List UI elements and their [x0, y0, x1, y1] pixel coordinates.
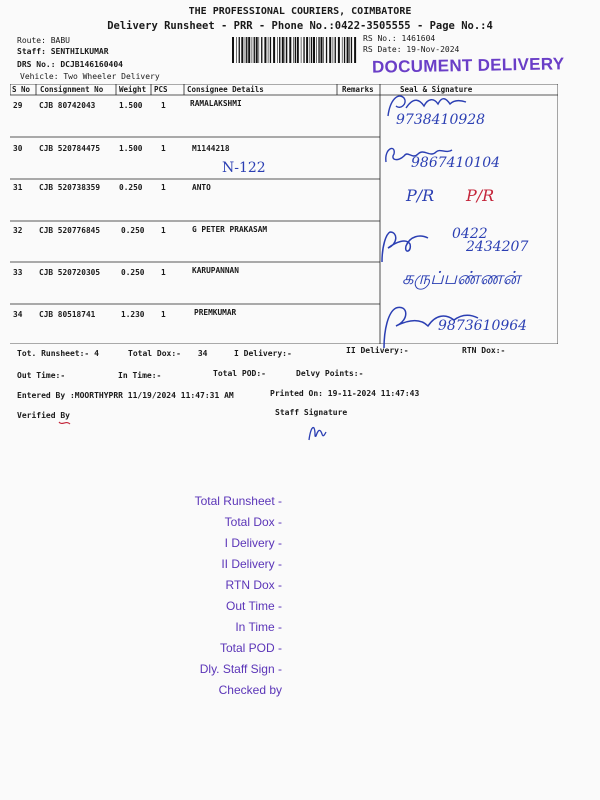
col-header-consignee: Consignee Details — [187, 85, 264, 94]
row-sno: 31 — [13, 183, 23, 192]
row32-phone-b: 2434207 — [466, 239, 529, 255]
barcode-bar — [318, 37, 319, 63]
row-weight: 0.250 — [121, 226, 145, 235]
barcode-bar — [316, 37, 317, 63]
drs-label: DRS No.: — [17, 60, 56, 69]
total-dox-label: Total Dox:- — [128, 349, 181, 358]
drs-number — [17, 60, 123, 69]
ii-delivery: II Delivery:- — [346, 346, 409, 355]
barcode-bar — [254, 37, 255, 63]
barcode-bar — [344, 37, 345, 63]
row-pcs: 1 — [161, 268, 166, 277]
row-sno: 29 — [13, 101, 23, 110]
stamp-list-dly-staff-sign: Dly. Staff Sign - — [199, 662, 282, 676]
row-weight: 1.500 — [119, 101, 143, 110]
row30-phone: 9867410104 — [411, 155, 501, 171]
row-sno: 30 — [13, 144, 23, 153]
barcode-icon — [232, 37, 357, 63]
runsheet-title: Delivery Runsheet - PRR - Phone No.:0422-3505555 - Page No.:4 — [107, 20, 493, 32]
row-consignment: CJB 520720305 — [39, 268, 101, 277]
in-time: In Time:- — [118, 371, 162, 380]
row-consignment: CJB 520776845 — [39, 226, 101, 235]
barcode-bar — [313, 37, 315, 63]
barcode-bar — [347, 37, 349, 63]
stamp-list-in-time: In Time - — [235, 620, 282, 634]
barcode-bar — [256, 37, 258, 63]
tot-runsheet: Tot. Runsheet:- 4 — [17, 349, 99, 358]
barcode-bar — [349, 37, 350, 63]
row32-phone-a: 0422 — [452, 226, 488, 242]
row-sno: 33 — [13, 268, 23, 277]
col-header-weight: Weight — [119, 85, 147, 94]
row-consignment: CJB 520738359 — [39, 183, 101, 192]
rs-date: RS Date: 19-Nov-2024 — [363, 45, 460, 54]
company-name: THE PROFESSIONAL COURIERS, COIMBATORE — [188, 6, 412, 17]
total-dox-value: 34 — [197, 349, 208, 358]
col-header-remarks: Remarks — [342, 85, 374, 94]
barcode-bar — [323, 37, 324, 63]
barcode-bar — [297, 37, 299, 63]
row-pcs: 1 — [161, 101, 166, 110]
row-consignee: M1144218 — [192, 144, 230, 153]
barcode-bar — [293, 37, 294, 63]
barcode-bar — [351, 37, 352, 63]
row29-phone: 9738410928 — [396, 112, 486, 128]
barcode-bar — [310, 37, 311, 63]
barcode-bar — [239, 37, 240, 63]
verified-mark-icon — [58, 418, 72, 426]
barcode-bar — [335, 37, 336, 63]
barcode-bar — [270, 37, 271, 63]
row-weight: 1.230 — [121, 310, 145, 319]
printed-on: Printed On: 19-11-2024 11:47:43 — [270, 389, 420, 398]
barcode-bar — [289, 37, 291, 63]
stamp-list-i-delivery: I Delivery - — [224, 536, 282, 550]
barcode-bar — [232, 37, 234, 63]
row31-mark-b: P/R — [466, 186, 495, 205]
barcode-bar — [282, 37, 284, 63]
verified-by: Verified By — [17, 411, 70, 420]
row-pcs: 1 — [161, 144, 166, 153]
row-consignee: PREMKUMAR — [194, 308, 237, 317]
barcode-bar — [273, 37, 275, 63]
row-pcs: 1 — [161, 183, 166, 192]
document-delivery-stamp: DOCUMENT DELIVERY — [371, 54, 565, 77]
barcode-bar — [329, 37, 331, 63]
barcode-bar — [246, 37, 247, 63]
barcode-bar — [333, 37, 334, 63]
stamp-list-rtn-dox: RTN Dox - — [225, 578, 282, 592]
i-delivery: I Delivery:- — [234, 349, 292, 358]
col-header-seal-signature: Seal & Signature — [400, 85, 473, 94]
stamp-list-out-time: Out Time - — [225, 599, 282, 613]
barcode-bar — [286, 37, 287, 63]
total-dox — [128, 349, 207, 358]
row-sno: 34 — [13, 310, 23, 319]
rtn-dox: RTN Dox:- — [462, 346, 506, 355]
barcode-bar — [306, 37, 308, 63]
row-weight: 1.500 — [119, 144, 143, 153]
entered-by: Entered By :MOORTHYPRR 11/19/2024 11:47:31 AM — [17, 391, 234, 400]
total-pod: Total POD:- — [213, 369, 266, 378]
row-pcs: 1 — [161, 226, 166, 235]
drs-value: DCJB146160404 — [60, 60, 123, 69]
rs-number: RS No.: 1461604 — [363, 34, 436, 43]
barcode-bar — [326, 37, 327, 63]
stamp-list-ii-delivery: II Delivery - — [221, 557, 282, 571]
row-consignee: G PETER PRAKASAM — [192, 225, 268, 234]
row-consignment: CJB 80742043 — [39, 101, 96, 110]
vehicle: Vehicle: Two Wheeler Delivery — [20, 72, 160, 81]
barcode-bar — [342, 37, 343, 63]
barcode-bar — [321, 37, 323, 63]
row-consignment: CJB 80518741 — [39, 310, 96, 319]
row-consignment: CJB 520784475 — [39, 144, 101, 153]
barcode-bar — [236, 37, 237, 63]
row-weight: 0.250 — [119, 183, 143, 192]
row30-note: N-122 — [222, 160, 266, 176]
barcode-bar — [268, 37, 269, 63]
stamp-list-total-dox: Total Dox - — [224, 515, 282, 529]
row-pcs: 1 — [161, 310, 166, 319]
col-header-pcs: PCS — [154, 85, 168, 94]
row33-tamil-name: கருப்பண்ணன் — [402, 268, 521, 289]
row-consignee: ANTO — [192, 183, 211, 192]
row-weight: 0.250 — [121, 268, 145, 277]
stamp-list-checked-by: Checked by — [218, 683, 282, 697]
barcode-bar — [311, 37, 312, 63]
row-sno: 32 — [13, 226, 23, 235]
barcode-bar — [295, 37, 296, 63]
barcode-bar — [338, 37, 340, 63]
route: Route: BABU — [17, 36, 70, 45]
barcode-bar — [252, 37, 253, 63]
barcode-bar — [277, 37, 278, 63]
row34-phone: 9873610964 — [438, 318, 528, 334]
barcode-bar — [259, 37, 260, 63]
row-consignee: KARUPANNAN — [192, 266, 239, 275]
barcode-bar — [285, 37, 286, 63]
staff: Staff: SENTHILKUMAR — [17, 47, 109, 56]
barcode-bar — [241, 37, 243, 63]
col-header-sno: S No — [12, 85, 31, 94]
barcode-bar — [279, 37, 280, 63]
staff-signature-icon — [306, 422, 328, 442]
stamp-list-total-pod: Total POD - — [219, 641, 282, 655]
out-time: Out Time:- — [17, 371, 66, 380]
delvy-points: Delvy Points:- — [296, 369, 364, 378]
row31-mark-a: P/R — [406, 186, 435, 205]
col-header-consignment: Consignment No — [40, 85, 104, 94]
stamp-list-total-runsheet: Total Runsheet - — [194, 494, 282, 508]
barcode-bar — [354, 37, 356, 63]
row-consignee: RAMALAKSHMI — [190, 99, 242, 108]
barcode-bar — [248, 37, 250, 63]
barcode-bar — [245, 37, 246, 63]
signature-row32-icon — [376, 228, 446, 264]
barcode-bar — [301, 37, 302, 63]
staff-signature-label: Staff Signature — [275, 408, 348, 417]
barcode-bar — [261, 37, 262, 63]
barcode-bar — [264, 37, 266, 63]
barcode-bar — [303, 37, 304, 63]
